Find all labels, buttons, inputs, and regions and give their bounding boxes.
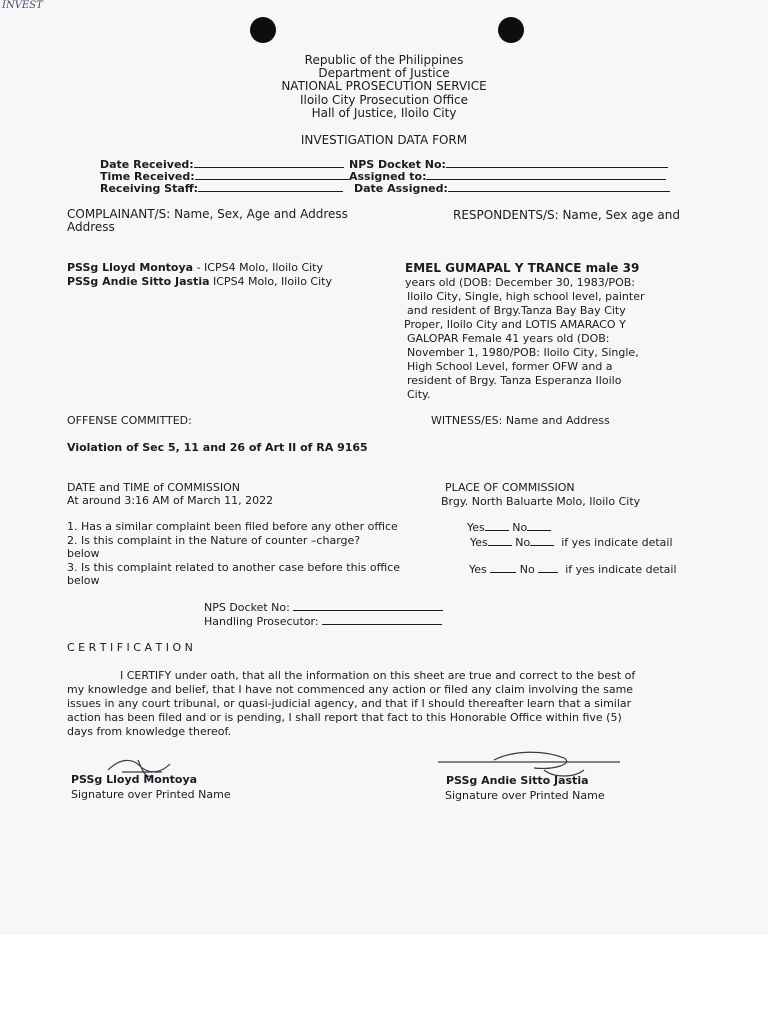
question-3-cont: below	[67, 574, 100, 587]
docket-prosecutor-blank	[322, 614, 442, 625]
assigned-to-label: Assigned to:	[349, 170, 427, 183]
corner-handwritten-note: INVEST	[2, 0, 43, 11]
certification-line-3: issues in any court tribunal, or quasi-judicial agency, and that if I should thereafter learn that a similar	[67, 697, 632, 710]
assigned-to-blank	[426, 169, 666, 180]
complainants-heading: COMPLAINANT/S: Name, Sex, Age and Address	[67, 207, 348, 221]
question-2-text: 2. Is this complaint in the Nature of counter –charge?	[67, 534, 361, 547]
certification-line-2: my knowledge and belief, that I have not commenced any action or filed any claim involving the same	[67, 683, 634, 696]
header-line-2: Department of Justice	[318, 66, 450, 80]
question-3-yes: Yes	[469, 563, 487, 576]
time-received-label: Time Received:	[100, 170, 195, 183]
question-1-yes: Yes	[467, 521, 485, 534]
receiving-staff-label: Receiving Staff:	[100, 182, 199, 195]
header-line-4: Iloilo City Prosecution Office	[299, 93, 469, 107]
respondents-heading: RESPONDENTS/S: Name, Sex age and	[453, 208, 680, 222]
receiving-staff-blank	[198, 181, 343, 192]
question-2-no: No	[515, 536, 531, 549]
question-1-text: 1. Has a similar complaint been filed before any other office	[67, 520, 398, 533]
nps-docket-blank	[446, 157, 668, 168]
docket-nps-blank	[293, 600, 443, 611]
question-3-text: 3. Is this complaint related to another case before this office	[67, 561, 401, 574]
date-assigned-blank	[448, 181, 670, 192]
punch-hole-left	[250, 17, 276, 43]
commission-date-value: At around 3:16 AM of March 11, 2022	[67, 494, 274, 507]
certification-line-4: action has been filed and or is pending, I shall report that fact to this Honorable Office within five (5)	[67, 711, 622, 724]
date-received-blank	[194, 157, 344, 168]
question-2-answers	[470, 535, 673, 549]
respondent-line-9: resident of Brgy. Tanza Esperanza Iloilo	[407, 374, 622, 387]
respondent-line-5: Proper, Iloilo City and LOTIS AMARACO Y	[404, 318, 626, 331]
signature-2-name: PSSg Andie Sitto Jastia	[446, 774, 589, 787]
complainant-1-detail: - ICPS4 Molo, Iloilo City	[193, 261, 324, 274]
complainant-1-name: PSSg Lloyd Montoya	[67, 261, 194, 274]
respondent-line-2: years old (DOB: December 30, 1983/POB:	[405, 276, 635, 289]
complainant-2	[67, 275, 332, 288]
respondent-line-6: GALOPAR Female 41 years old (DOB:	[407, 332, 610, 345]
respondent-line-10: City.	[407, 388, 431, 401]
punch-hole-right	[498, 17, 524, 43]
question-1-answers	[467, 520, 551, 534]
date-received-label: Date Received:	[100, 158, 194, 171]
question-2-cont: below	[67, 547, 100, 560]
receiving-staff-row	[100, 181, 343, 195]
offense-value: Violation of Sec 5, 11 and 26 of Art II of RA 9165	[67, 441, 368, 454]
docket-prosecutor-label: Handling Prosecutor:	[204, 615, 319, 628]
signature-2-caption: Signature over Printed Name	[445, 789, 605, 802]
question-3-answers	[469, 562, 677, 576]
witness-heading: WITNESS/ES: Name and Address	[431, 414, 610, 427]
date-assigned-row	[349, 181, 670, 195]
date-assigned-label: Date Assigned:	[354, 182, 448, 195]
question-3-extra: if yes indicate detail	[565, 563, 677, 576]
question-2-extra: if yes indicate detail	[561, 536, 673, 549]
respondent-line-3: Iloilo City, Single, high school level, painter	[407, 290, 645, 303]
form-title: INVESTIGATION DATA FORM	[300, 133, 468, 147]
complainants-heading-cont: Address	[67, 220, 115, 234]
header-line-3: NATIONAL PROSECUTION SERVICE	[281, 79, 487, 93]
nps-docket-label: NPS Docket No:	[349, 158, 446, 171]
respondent-line-7: November 1, 1980/POB: Iloilo City, Single,	[407, 346, 639, 359]
docket-prosecutor-row	[204, 614, 442, 628]
complainant-1	[67, 261, 323, 274]
commission-place-heading: PLACE OF COMMISSION	[445, 481, 575, 494]
question-1-no: No	[512, 521, 528, 534]
question-2-yes: Yes	[470, 536, 488, 549]
header-line-5: Hall of Justice, Iloilo City	[311, 106, 457, 120]
commission-date-heading: DATE and TIME of COMMISSION	[67, 481, 240, 494]
header-line-1: Republic of the Philippines	[304, 53, 464, 67]
docket-nps-row	[204, 600, 443, 614]
commission-place-value: Brgy. North Baluarte Molo, Iloilo City	[441, 495, 641, 508]
respondent-line-8: High School Level, former OFW and a	[407, 360, 613, 373]
offense-heading: OFFENSE COMMITTED:	[67, 414, 192, 427]
complainant-2-detail: ICPS4 Molo, Iloilo City	[209, 275, 332, 288]
certification-line-5: days from knowledge thereof.	[67, 725, 232, 738]
complainant-2-name: PSSg Andie Sitto Jastia	[67, 275, 210, 288]
respondent-line-4: and resident of Brgy.Tanza Bay Bay City	[407, 304, 626, 317]
certification-heading: C E R T I F I C A T I O N	[67, 641, 193, 654]
question-3-no: No	[519, 563, 535, 576]
certification-line-1: I CERTIFY under oath, that all the information on this sheet are true and correct to the best of	[120, 669, 636, 682]
respondent-line-1: EMEL GUMAPAL Y TRANCE male 39	[405, 261, 640, 275]
time-received-blank	[195, 169, 349, 180]
docket-nps-label: NPS Docket No:	[204, 601, 290, 614]
signature-1-name: PSSg Lloyd Montoya	[71, 773, 198, 786]
signature-1-caption: Signature over Printed Name	[71, 788, 231, 801]
